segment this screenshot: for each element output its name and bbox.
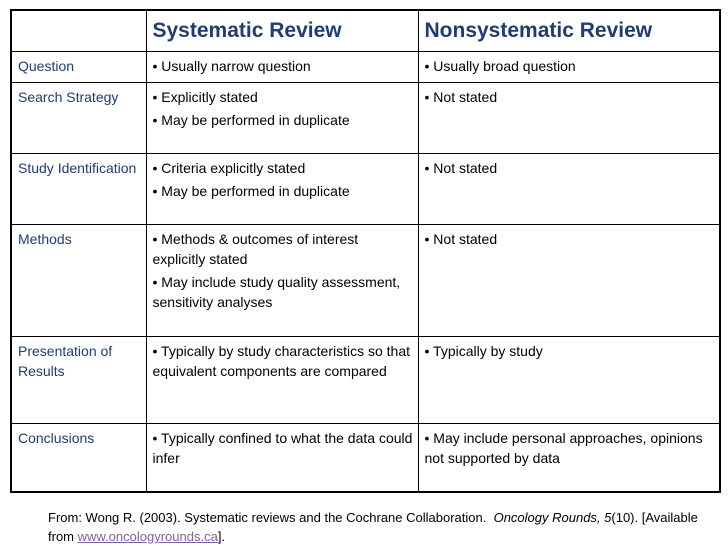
list-item: • Typically by study characteristics so that equivalent components are compared	[152, 342, 411, 379]
table-row	[11, 423, 720, 492]
systematic-cell	[146, 153, 418, 224]
table-row	[11, 224, 720, 336]
list-item: • Typically by study	[424, 342, 543, 359]
header-row	[11, 10, 720, 51]
nonsystematic-cell	[418, 82, 720, 153]
systematic-cell	[146, 51, 418, 82]
list-item: • Criteria explicitly stated	[152, 159, 306, 176]
systematic-cell	[146, 224, 418, 336]
list-item: • May be performed in duplicate	[152, 182, 350, 199]
nonsystematic-cell	[418, 423, 720, 492]
header-nonsystematic: Nonsystematic Review	[418, 10, 720, 51]
row-label-methods: Methods	[11, 224, 146, 336]
citation-suffix: ].	[217, 529, 226, 544]
list-item: • Not stated	[424, 88, 498, 105]
nonsystematic-cell	[418, 336, 720, 423]
header-systematic: Systematic Review	[146, 10, 418, 51]
list-item: • Explicitly stated	[152, 88, 258, 105]
row-label-presentation-of-results: Presentation of Results	[11, 336, 146, 423]
list-item: • May include personal approaches, opinions not supported by data	[424, 429, 703, 466]
table-row	[11, 51, 720, 82]
table-row	[11, 336, 720, 423]
list-item: • Typically confined to what the data could infer	[152, 429, 413, 466]
citation-link[interactable]: www.oncologyrounds.ca	[77, 529, 218, 544]
header-empty	[11, 10, 146, 51]
list-item: • Not stated	[424, 159, 498, 176]
table-row	[11, 82, 720, 153]
nonsystematic-cell	[418, 51, 720, 82]
systematic-cell	[146, 423, 418, 492]
comparison-table	[10, 9, 721, 493]
citation-journal: Oncology Rounds,	[493, 510, 601, 525]
citation	[48, 508, 698, 546]
table-row	[11, 153, 720, 224]
row-label-study-identification: Study Identification	[11, 153, 146, 224]
row-label-question: Question	[11, 51, 146, 82]
systematic-cell	[146, 336, 418, 423]
list-item: • May be performed in duplicate	[152, 111, 350, 128]
citation-volume: 5	[604, 510, 612, 525]
citation-issue: (10). [Available from	[48, 510, 698, 544]
list-item: • May include study quality assessment, sensitivity analyses	[152, 273, 401, 310]
list-item: • Usually broad question	[424, 57, 576, 74]
list-item: • Methods & outcomes of interest explicitly stated	[152, 230, 359, 267]
systematic-cell	[146, 82, 418, 153]
nonsystematic-cell	[418, 153, 720, 224]
list-item: • Not stated	[424, 230, 498, 247]
row-label-search-strategy: Search Strategy	[11, 82, 146, 153]
citation-text: From: Wong R. (2003). Systematic reviews and the Cochrane Collaboration.	[48, 510, 487, 525]
list-item: • Usually narrow question	[152, 57, 311, 74]
nonsystematic-cell	[418, 224, 720, 336]
row-label-conclusions: Conclusions	[11, 423, 146, 492]
